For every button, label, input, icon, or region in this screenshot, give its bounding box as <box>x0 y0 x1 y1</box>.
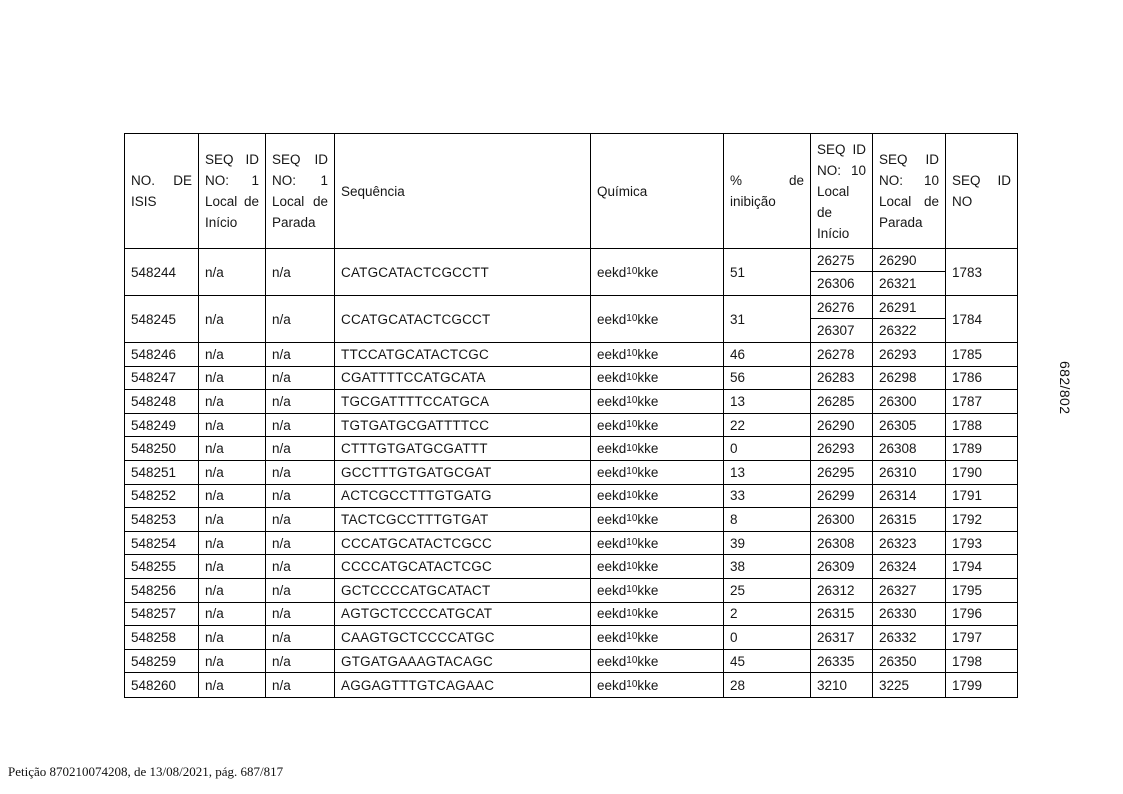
cell-seq10-start: 26317 <box>811 626 873 649</box>
cell-sequencia: TGTGATGCGATTTTCC <box>335 414 591 437</box>
table-header-row <box>125 134 1017 249</box>
cell-quimica: eekd 10 kke <box>591 390 724 413</box>
column-header-seq10-start <box>811 134 873 248</box>
header-line <box>879 149 939 170</box>
cell-quimica: eekd 10 kke <box>591 626 724 649</box>
cell-seq-id-no: 1785 <box>952 346 983 362</box>
header-text: NO: <box>205 173 230 188</box>
cell-seq10-start <box>811 296 873 342</box>
cell-inibicao: 39 <box>724 532 811 555</box>
header-line <box>205 170 259 191</box>
header-line <box>879 170 939 191</box>
cell-seq10-start: 26283 <box>811 367 873 390</box>
sequence-table <box>124 133 1018 698</box>
header-text: 1 <box>251 173 259 188</box>
table-row <box>125 579 1017 603</box>
cell-seq1-stop: n/a <box>266 414 335 437</box>
cell-seq10-stop-part-1: 26291 <box>873 296 945 319</box>
header-line <box>272 149 328 170</box>
table-row <box>125 414 1017 438</box>
table-row <box>125 437 1017 461</box>
table-row <box>125 532 1017 556</box>
header-text: ID <box>997 173 1011 188</box>
cell-seq-id-no: 1792 <box>952 511 983 527</box>
cell-seq1-start: n/a <box>199 555 266 578</box>
cell-sequencia: GTGATGAAAGTACAGC <box>335 650 591 673</box>
cell-seq10-stop: 26310 <box>873 461 946 484</box>
cell-inibicao: 2 <box>724 603 811 626</box>
cell-seq1-stop: n/a <box>266 532 335 555</box>
cell-seq10-stop: 3225 <box>873 673 946 697</box>
header-text: 1 <box>320 173 328 188</box>
header-text: DE <box>173 173 192 188</box>
cell-isis: 548246 <box>125 343 199 366</box>
header-line <box>817 202 866 223</box>
column-header-seq1-start <box>199 134 266 248</box>
cell-seq1-start: n/a <box>199 603 266 626</box>
cell-seq10-start-part-2: 26306 <box>817 276 855 291</box>
cell-inibicao: 38 <box>724 555 811 578</box>
cell-sequencia: CAAGTGCTCCCCATGC <box>335 626 591 649</box>
cell-seq1-stop: n/a <box>266 555 335 578</box>
cell-seq1-stop: n/a <box>266 626 335 649</box>
header-line <box>272 170 328 191</box>
header-line <box>817 181 866 202</box>
cell-seq1-start: n/a <box>199 485 266 508</box>
cell-isis: 548245 <box>125 296 199 342</box>
cell-isis: 548256 <box>125 579 199 602</box>
header-line <box>205 149 259 170</box>
header-text: de <box>788 173 804 188</box>
header-text: Sequência <box>341 183 405 199</box>
header-line <box>597 181 717 202</box>
cell-inibicao: 0 <box>724 626 811 649</box>
header-line <box>205 191 259 212</box>
header-text: ID <box>314 152 328 167</box>
table-row <box>125 249 1017 296</box>
cell-seq10-stop-part-2: 26322 <box>879 323 917 338</box>
header-line <box>272 191 328 212</box>
cell-sequencia: CATGCATACTCGCCTT <box>335 249 591 295</box>
cell-seq1-stop: n/a <box>266 673 335 697</box>
header-text: SEQ <box>817 141 846 157</box>
cell-seq1-stop: n/a <box>266 367 335 390</box>
header-line <box>817 223 866 244</box>
cell-seq-id-no: 1784 <box>952 311 983 327</box>
cell-seq1-stop: n/a <box>266 508 335 531</box>
cell-quimica: eekd 10 kke <box>591 461 724 484</box>
cell-quimica: eekd 10 kke <box>591 579 724 602</box>
cell-quimica: eekd 10 kke <box>591 673 724 697</box>
cell-inibicao: 13 <box>724 390 811 413</box>
header-text: inibição <box>730 194 776 209</box>
cell-sequencia: GCTCCCCATGCATACT <box>335 579 591 602</box>
table-row <box>125 343 1017 367</box>
cell-seq1-start: n/a <box>199 650 266 673</box>
cell-sequencia: AGGAGTTTGTCAGAAC <box>335 673 591 697</box>
column-header-sequencia <box>335 134 591 248</box>
cell-inibicao: 46 <box>724 343 811 366</box>
cell-isis: 548249 <box>125 414 199 437</box>
cell-seq1-start: n/a <box>199 367 266 390</box>
cell-seq1-start: n/a <box>199 532 266 555</box>
cell-inibicao: 51 <box>724 249 811 295</box>
table-row <box>125 555 1017 579</box>
table-row <box>125 673 1017 697</box>
cell-quimica: eekd 10 kke <box>591 343 724 366</box>
header-text: NO: <box>272 173 297 188</box>
cell-seq10-stop: 26315 <box>873 508 946 531</box>
cell-isis: 548247 <box>125 367 199 390</box>
header-line <box>205 212 259 233</box>
cell-inibicao: 33 <box>724 485 811 508</box>
cell-seq10-stop: 26314 <box>873 485 946 508</box>
cell-isis: 548255 <box>125 555 199 578</box>
cell-inibicao: 56 <box>724 367 811 390</box>
cell-seq10-stop: 26300 <box>873 390 946 413</box>
header-text: Local <box>879 194 912 209</box>
cell-seq10-stop: 26293 <box>873 343 946 366</box>
column-header-isis <box>125 134 199 248</box>
cell-seq1-stop: n/a <box>266 603 335 626</box>
cell-seq-id-no: 1796 <box>952 606 983 622</box>
header-text: Local <box>817 183 850 199</box>
cell-sequencia: CGATTTTCCATGCATA <box>335 367 591 390</box>
column-header-seq10-stop <box>873 134 946 248</box>
cell-seq1-stop: n/a <box>266 579 335 602</box>
cell-seq1-stop: n/a <box>266 343 335 366</box>
cell-quimica: eekd 10 kke <box>591 485 724 508</box>
cell-seq1-start: n/a <box>199 343 266 366</box>
cell-sequencia: AGTGCTCCCCATGCAT <box>335 603 591 626</box>
cell-seq10-start-part-2: 26307 <box>817 323 855 338</box>
header-text: Local <box>205 194 238 209</box>
cell-seq10-stop <box>873 296 946 342</box>
cell-sequencia: GCCTTTGTGATGCGAT <box>335 461 591 484</box>
table-row <box>125 485 1017 509</box>
header-line <box>879 212 939 233</box>
table-row <box>125 296 1017 343</box>
cell-seq-id-no: 1791 <box>952 488 983 504</box>
cell-quimica: eekd 10 kke <box>591 508 724 531</box>
cell-seq1-start: n/a <box>199 508 266 531</box>
cell-seq10-start: 26293 <box>811 437 873 460</box>
cell-seq10-stop: 26323 <box>873 532 946 555</box>
header-line <box>272 212 328 233</box>
cell-quimica: eekd 10 kke <box>591 532 724 555</box>
cell-sequencia: TACTCGCCTTTGTGAT <box>335 508 591 531</box>
cell-seq10-start: 26285 <box>811 390 873 413</box>
cell-seq-id-no: 1797 <box>952 629 983 645</box>
header-line <box>341 181 584 202</box>
cell-quimica: eekd 10 kke <box>591 296 724 342</box>
header-text: ID <box>925 152 939 167</box>
cell-seq10-stop: 26324 <box>873 555 946 578</box>
cell-isis: 548251 <box>125 461 199 484</box>
cell-sequencia: CCCCATGCATACTCGC <box>335 555 591 578</box>
cell-quimica: eekd 10 kke <box>591 367 724 390</box>
header-text: Parada <box>879 215 923 230</box>
header-text: Local <box>272 194 305 209</box>
cell-quimica: eekd 10 kke <box>591 555 724 578</box>
cell-quimica: eekd 10 kke <box>591 650 724 673</box>
header-line <box>952 170 1011 191</box>
table-row <box>125 461 1017 485</box>
cell-isis: 548259 <box>125 650 199 673</box>
cell-seq1-start: n/a <box>199 296 266 342</box>
cell-seq-id-no: 1798 <box>952 653 983 669</box>
cell-seq-id-no: 1786 <box>952 370 983 386</box>
cell-isis: 548250 <box>125 437 199 460</box>
cell-seq10-stop: 26330 <box>873 603 946 626</box>
header-line <box>131 191 192 212</box>
cell-seq1-start: n/a <box>199 249 266 295</box>
header-text: ISIS <box>131 194 157 209</box>
cell-seq10-start: 3210 <box>811 673 873 697</box>
table-row <box>125 626 1017 650</box>
cell-seq1-start: n/a <box>199 673 266 697</box>
cell-quimica: eekd 10 kke <box>591 437 724 460</box>
cell-quimica: eekd 10 kke <box>591 414 724 437</box>
column-header-inibicao <box>724 134 811 248</box>
cell-seq10-stop-part-1: 26290 <box>873 249 945 272</box>
cell-seq10-stop: 26298 <box>873 367 946 390</box>
cell-seq-id-no: 1795 <box>952 582 983 598</box>
column-header-seq1-stop <box>266 134 335 248</box>
cell-isis: 548244 <box>125 249 199 295</box>
header-line <box>879 191 939 212</box>
header-text: de <box>243 194 259 209</box>
header-text: NO: <box>817 162 842 178</box>
cell-seq10-stop: 26327 <box>873 579 946 602</box>
header-line <box>730 170 804 191</box>
header-text: SEQ <box>205 152 234 167</box>
cell-seq1-stop: n/a <box>266 437 335 460</box>
cell-seq-id-no: 1787 <box>952 393 983 409</box>
cell-seq1-start: n/a <box>199 437 266 460</box>
side-page-number: 682/802 <box>1057 361 1073 415</box>
cell-isis: 548260 <box>125 673 199 697</box>
table-row <box>125 367 1017 391</box>
cell-sequencia: CCCATGCATACTCGCC <box>335 532 591 555</box>
cell-inibicao: 8 <box>724 508 811 531</box>
header-line <box>952 191 1011 212</box>
cell-seq10-start: 26299 <box>811 485 873 508</box>
cell-seq10-stop-part-2: 26321 <box>879 276 917 291</box>
column-header-seq-id-no <box>946 134 1017 248</box>
cell-seq10-start: 26312 <box>811 579 873 602</box>
cell-seq-id-no: 1790 <box>952 464 983 480</box>
cell-seq1-start: n/a <box>199 461 266 484</box>
cell-sequencia: TTCCATGCATACTCGC <box>335 343 591 366</box>
cell-seq10-stop <box>873 249 946 295</box>
header-line <box>131 170 192 191</box>
cell-seq10-start: 26300 <box>811 508 873 531</box>
cell-seq10-stop: 26350 <box>873 650 946 673</box>
cell-seq1-stop: n/a <box>266 461 335 484</box>
header-text: ID <box>852 141 866 157</box>
header-text: % <box>730 173 743 188</box>
cell-isis: 548253 <box>125 508 199 531</box>
cell-sequencia: CCATGCATACTCGCCT <box>335 296 591 342</box>
cell-quimica: eekd 10 kke <box>591 249 724 295</box>
header-text: NO. <box>131 173 156 188</box>
cell-seq10-start: 26308 <box>811 532 873 555</box>
column-header-quimica <box>591 134 724 248</box>
cell-seq10-start-part-1: 26276 <box>811 296 872 319</box>
table-row <box>125 508 1017 532</box>
cell-sequencia: CTTTGTGATGCGATTT <box>335 437 591 460</box>
header-text: de <box>923 194 939 209</box>
cell-inibicao: 25 <box>724 579 811 602</box>
cell-quimica: eekd 10 kke <box>591 603 724 626</box>
header-text: de <box>817 204 833 220</box>
header-text: SEQ <box>272 152 301 167</box>
cell-isis: 548254 <box>125 532 199 555</box>
cell-seq-id-no: 1788 <box>952 417 983 433</box>
cell-isis: 548257 <box>125 603 199 626</box>
header-text: ID <box>245 152 259 167</box>
cell-seq10-start: 26278 <box>811 343 873 366</box>
cell-seq1-stop: n/a <box>266 485 335 508</box>
cell-isis: 548248 <box>125 390 199 413</box>
cell-inibicao: 45 <box>724 650 811 673</box>
cell-seq-id-no: 1793 <box>952 535 983 551</box>
cell-seq10-start: 26290 <box>811 414 873 437</box>
header-line <box>730 191 804 212</box>
cell-seq1-start: n/a <box>199 390 266 413</box>
header-text: 10 <box>850 162 866 178</box>
cell-seq1-start: n/a <box>199 414 266 437</box>
cell-seq1-stop: n/a <box>266 249 335 295</box>
cell-isis: 548258 <box>125 626 199 649</box>
header-text: Início <box>205 215 238 230</box>
cell-inibicao: 31 <box>724 296 811 342</box>
header-text: NO: <box>879 173 904 188</box>
cell-seq-id-no: 1783 <box>952 264 983 280</box>
table-row <box>125 390 1017 414</box>
cell-seq1-stop: n/a <box>266 650 335 673</box>
cell-seq10-stop: 26305 <box>873 414 946 437</box>
cell-seq10-start-part-1: 26275 <box>811 249 872 272</box>
header-line <box>817 139 866 160</box>
header-text: Início <box>817 225 850 241</box>
cell-seq10-stop: 26308 <box>873 437 946 460</box>
cell-sequencia: TGCGATTTTCCATGCA <box>335 390 591 413</box>
table-row <box>125 603 1017 627</box>
header-text: SEQ <box>879 152 908 167</box>
table-row <box>125 650 1017 674</box>
cell-seq-id-no: 1794 <box>952 559 983 575</box>
header-text: de <box>312 194 328 209</box>
cell-inibicao: 22 <box>724 414 811 437</box>
cell-inibicao: 28 <box>724 673 811 697</box>
cell-seq10-start <box>811 249 873 295</box>
header-text: NO <box>952 194 973 209</box>
cell-seq10-start: 26335 <box>811 650 873 673</box>
header-text: 10 <box>923 173 939 188</box>
cell-seq10-stop: 26332 <box>873 626 946 649</box>
header-text: Química <box>597 183 648 199</box>
header-text: Parada <box>272 215 316 230</box>
header-text: SEQ <box>952 173 981 188</box>
cell-inibicao: 13 <box>724 461 811 484</box>
cell-seq1-stop: n/a <box>266 390 335 413</box>
footer-petition-line: Petição 870210074208, de 13/08/2021, pág. 687/817 <box>8 764 284 779</box>
cell-inibicao: 0 <box>724 437 811 460</box>
cell-seq1-start: n/a <box>199 579 266 602</box>
cell-seq1-start: n/a <box>199 626 266 649</box>
cell-seq10-start: 26309 <box>811 555 873 578</box>
cell-seq1-stop: n/a <box>266 296 335 342</box>
cell-seq10-start: 26295 <box>811 461 873 484</box>
cell-sequencia: ACTCGCCTTTGTGATG <box>335 485 591 508</box>
cell-seq10-start: 26315 <box>811 603 873 626</box>
cell-isis: 548252 <box>125 485 199 508</box>
cell-seq-id-no: 1799 <box>952 677 983 693</box>
cell-seq-id-no: 1789 <box>952 441 983 457</box>
header-line <box>817 160 866 181</box>
